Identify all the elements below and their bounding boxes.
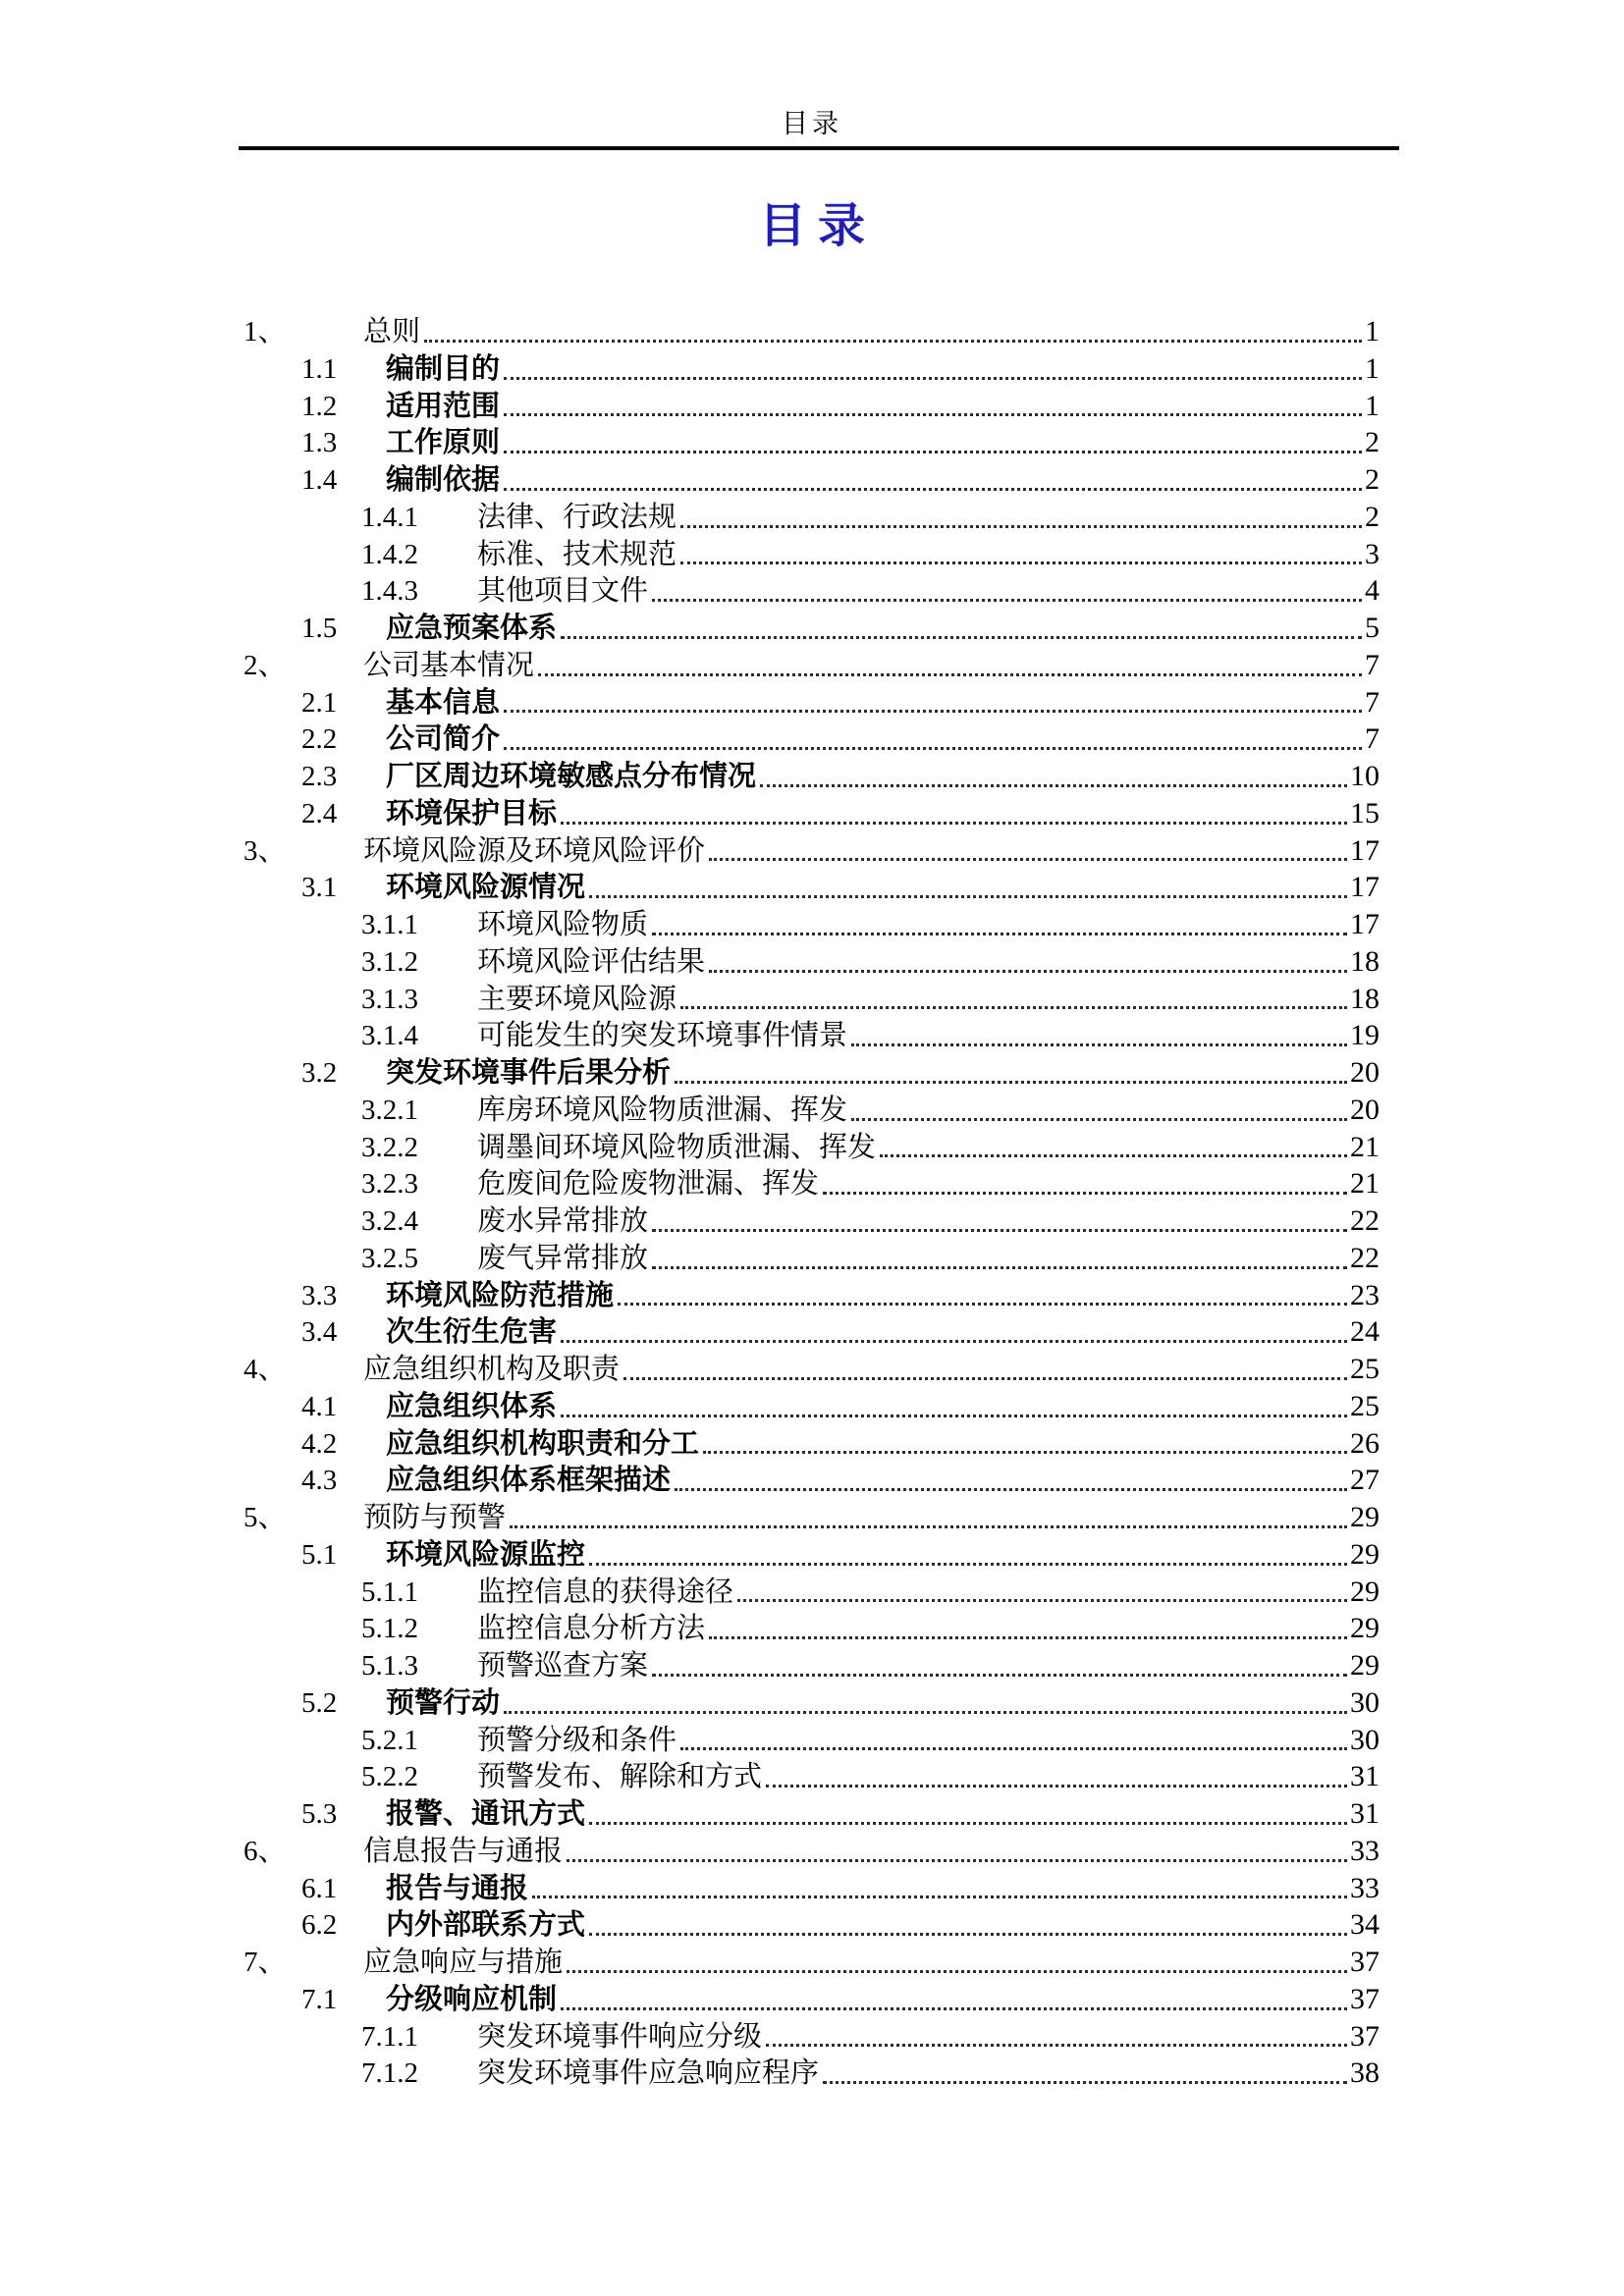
toc-entry <box>244 350 1380 388</box>
toc-entry-label: 环境风险源监控 <box>386 1538 586 1571</box>
toc-entry-label: 应急组织机构职责和分工 <box>386 1427 700 1460</box>
toc-entry-page: 20 <box>1350 1093 1380 1126</box>
toc-leader-dots <box>504 710 1362 713</box>
toc-entry-number: 2.1 <box>301 686 338 719</box>
toc-entry-label: 次生衍生危害 <box>386 1316 558 1349</box>
toc-entry-number: 3.1.3 <box>361 983 418 1015</box>
toc-leader-dots <box>851 1043 1347 1046</box>
toc-leader-dots <box>652 1229 1347 1232</box>
toc-entry-page: 21 <box>1350 1167 1380 1201</box>
toc-entry-page: 20 <box>1350 1056 1380 1089</box>
toc-entry-label: 应急响应与措施 <box>363 1947 564 1978</box>
toc-leader-dots <box>675 1081 1347 1084</box>
toc-leader-dots <box>737 1599 1347 1602</box>
toc-leader-dots <box>504 451 1362 454</box>
toc-entry-label: 编制目的 <box>386 352 501 385</box>
toc-entry <box>244 424 1380 461</box>
toc-entry-label: 可能发生的突发环境事件情景 <box>477 1020 848 1052</box>
toc-entry-number: 1.4.1 <box>361 501 418 533</box>
toc-leader-dots <box>766 1785 1347 1788</box>
toc-leader-dots <box>680 1006 1347 1009</box>
toc-entry-number: 2.3 <box>301 761 338 792</box>
toc-leader-dots <box>760 784 1347 787</box>
toc-entry-page: 37 <box>1350 1946 1380 1978</box>
toc-entry <box>244 981 1380 1018</box>
toc-entry-page: 37 <box>1350 2019 1380 2053</box>
toc-entry-number: 6.1 <box>301 1872 338 1904</box>
toc-entry-page: 18 <box>1350 944 1380 978</box>
toc-leader-dots <box>589 1822 1347 1825</box>
toc-entry <box>244 943 1380 981</box>
toc-entry-number: 3.2.4 <box>361 1205 418 1237</box>
toc-entry-label: 监控信息的获得途径 <box>477 1575 734 1608</box>
toc-leader-dots <box>567 1859 1347 1862</box>
toc-entry <box>244 1758 1380 1795</box>
toc-leader-dots <box>652 1266 1347 1269</box>
toc-entry-label: 总则 <box>363 316 421 347</box>
toc-entry-page: 7 <box>1365 722 1380 756</box>
toc-leader-dots <box>680 1747 1347 1750</box>
toc-entry-label: 工作原则 <box>386 427 501 459</box>
toc-entry-number: 5.3 <box>301 1798 338 1830</box>
toc-entry-label: 预警巡查方案 <box>477 1650 649 1682</box>
toc-leader-dots <box>561 822 1347 825</box>
toc-entry-number: 5.2.1 <box>361 1724 418 1756</box>
toc-entry <box>244 721 1380 758</box>
toc-entry-label: 调墨间环境风险物质泄漏、挥发 <box>477 1131 877 1163</box>
toc-entry-page: 33 <box>1350 1871 1380 1904</box>
toc-entry-page: 30 <box>1350 1685 1380 1719</box>
toc-entry-number: 2、 <box>244 649 287 681</box>
toc-entry-number: 4.3 <box>301 1465 338 1497</box>
toc-entry-number: 6.2 <box>301 1909 338 1942</box>
toc-entry-page: 2 <box>1365 500 1380 533</box>
toc-entry-page: 22 <box>1350 1241 1380 1274</box>
toc-entry-page: 10 <box>1350 760 1380 792</box>
toc-entry-page: 29 <box>1350 1537 1380 1571</box>
toc-entry-number: 5.1.1 <box>361 1575 418 1608</box>
toc-entry-label: 公司基本情况 <box>363 649 535 681</box>
toc-entry <box>244 1313 1380 1351</box>
toc-entry-number: 1.2 <box>301 390 338 422</box>
toc-leader-dots <box>680 561 1362 564</box>
toc-entry-label: 应急组织机构及职责 <box>363 1354 621 1385</box>
toc-leader-dots <box>652 599 1362 602</box>
toc-entry-label: 监控信息分析方法 <box>477 1613 706 1645</box>
toc-entry-page: 7 <box>1365 648 1380 681</box>
toc-entry-label: 环境风险源情况 <box>386 872 586 904</box>
toc-entry-number: 3.1 <box>301 872 338 904</box>
toc-leader-dots <box>623 1377 1347 1380</box>
toc-entry-number: 3.2.2 <box>361 1131 418 1163</box>
toc-entry-label: 报警、通讯方式 <box>386 1798 586 1830</box>
toc-entry-label: 其他项目文件 <box>477 575 649 608</box>
toc-leader-dots <box>504 747 1362 750</box>
toc-entry <box>244 1574 1380 1611</box>
toc-entry-page: 2 <box>1365 426 1380 459</box>
toc-entry <box>244 1129 1380 1166</box>
toc-entry-number: 7.1 <box>301 1983 338 2015</box>
toc-entry-label: 废气异常排放 <box>477 1242 649 1274</box>
toc-entry-label: 适用范围 <box>386 390 501 422</box>
toc-entry-number: 7.1.1 <box>361 2020 418 2053</box>
toc-leader-dots <box>652 933 1347 935</box>
toc-entry-label: 应急组织体系 <box>386 1390 558 1422</box>
toc-entry <box>244 1722 1380 1759</box>
toc-entry-page: 18 <box>1350 982 1380 1015</box>
toc-entry <box>244 1610 1380 1647</box>
toc-entry <box>244 461 1380 499</box>
toc-entry-number: 5.1 <box>301 1538 338 1571</box>
toc-entry <box>244 1054 1380 1092</box>
toc-entry-number: 3.1.1 <box>361 909 418 940</box>
toc-entry-page: 17 <box>1350 908 1380 940</box>
toc-list <box>0 313 1624 2092</box>
toc-entry <box>244 1981 1380 2018</box>
toc-entry-page: 34 <box>1350 1908 1380 1942</box>
toc-entry-page: 27 <box>1350 1464 1380 1497</box>
toc-entry-number: 3.1.4 <box>361 1020 418 1052</box>
toc-entry <box>244 1202 1380 1240</box>
toc-entry-page: 29 <box>1350 1575 1380 1608</box>
toc-entry-number: 1.4 <box>301 464 338 496</box>
toc-entry-label: 编制依据 <box>386 464 501 496</box>
toc-entry-label: 突发环境事件应急响应程序 <box>477 2057 820 2090</box>
toc-entry <box>244 2055 1380 2092</box>
toc-entry-label: 环境风险物质 <box>477 909 649 940</box>
toc-entry-page: 5 <box>1365 612 1380 644</box>
toc-entry <box>244 1277 1380 1314</box>
toc-leader-dots <box>675 1488 1347 1491</box>
toc-leader-dots <box>561 1415 1347 1417</box>
toc-entry <box>244 1425 1380 1463</box>
toc-entry <box>244 1647 1380 1684</box>
toc-entry-page: 2 <box>1365 463 1380 496</box>
page-header <box>0 0 1624 150</box>
toc-entry-label: 环境保护目标 <box>386 797 558 829</box>
toc-entry-number: 3.2.5 <box>361 1242 418 1274</box>
toc-entry-page: 15 <box>1350 796 1380 829</box>
toc-entry <box>244 1499 1380 1536</box>
toc-leader-dots <box>709 858 1347 861</box>
toc-entry <box>244 388 1380 425</box>
toc-leader-dots <box>709 1636 1347 1639</box>
toc-leader-dots <box>823 2081 1347 2084</box>
toc-leader-dots <box>589 1933 1347 1936</box>
toc-entry <box>244 499 1380 536</box>
toc-entry-page: 29 <box>1350 1612 1380 1645</box>
toc-entry <box>244 2018 1380 2056</box>
toc-entry-label: 预防与预警 <box>363 1502 507 1533</box>
toc-entry-page: 25 <box>1350 1353 1380 1385</box>
toc-entry-page: 1 <box>1365 315 1380 347</box>
toc-entry <box>244 1833 1380 1870</box>
toc-leader-dots <box>504 413 1362 416</box>
toc-entry-label: 公司简介 <box>386 723 501 756</box>
toc-entry-number: 1.4.2 <box>361 538 418 570</box>
toc-entry-number: 4.2 <box>301 1427 338 1460</box>
toc-entry-page: 26 <box>1350 1426 1380 1460</box>
toc-leader-dots <box>589 895 1347 898</box>
toc-entry-page: 1 <box>1365 351 1380 385</box>
toc-entry-label: 预警发布、解除和方式 <box>477 1761 763 1793</box>
toc-leader-dots <box>532 1896 1347 1898</box>
toc-entry <box>244 1017 1380 1054</box>
running-header-text: 目录 <box>782 109 842 138</box>
toc-entry <box>244 1462 1380 1499</box>
toc-entry <box>244 1388 1380 1425</box>
toc-entry <box>244 684 1380 721</box>
toc-entry-label: 突发环境事件后果分析 <box>386 1057 672 1089</box>
toc-entry-page: 4 <box>1365 574 1380 608</box>
toc-leader-dots <box>880 1154 1347 1157</box>
toc-leader-dots <box>618 1303 1347 1306</box>
toc-entry <box>244 906 1380 943</box>
toc-entry-page: 21 <box>1350 1130 1380 1163</box>
toc-entry-label: 库房环境风险物质泄漏、挥发 <box>477 1094 848 1126</box>
toc-entry-page: 3 <box>1365 537 1380 570</box>
toc-entry-number: 3.2 <box>301 1057 338 1089</box>
toc-entry-number: 3.2.1 <box>361 1094 418 1126</box>
toc-entry-number: 2.4 <box>301 797 338 829</box>
toc-entry-number: 5.1.2 <box>361 1613 418 1645</box>
toc-leader-dots <box>561 1340 1347 1343</box>
toc-entry-page: 22 <box>1350 1204 1380 1237</box>
toc-leader-dots <box>538 673 1362 676</box>
toc-entry-label: 突发环境事件响应分级 <box>477 2020 763 2053</box>
toc-entry-label: 信息报告与通报 <box>363 1835 564 1867</box>
toc-entry-number: 4、 <box>244 1354 287 1385</box>
toc-entry <box>244 313 1380 350</box>
toc-entry-label: 预警分级和条件 <box>477 1724 677 1756</box>
toc-leader-dots <box>851 1118 1347 1121</box>
toc-entry-label: 环境风险评估结果 <box>477 945 706 978</box>
toc-leader-dots <box>504 377 1362 380</box>
toc-entry <box>244 536 1380 573</box>
toc-entry-number: 5.2.2 <box>361 1761 418 1793</box>
toc-entry-number: 5、 <box>244 1502 287 1533</box>
toc-entry-label: 厂区周边环境敏感点分布情况 <box>386 761 757 792</box>
page-title: 目录 <box>758 200 877 252</box>
toc-entry-number: 5.2 <box>301 1686 338 1719</box>
toc-entry <box>244 1092 1380 1129</box>
toc-leader-dots <box>504 488 1362 491</box>
toc-entry-page: 24 <box>1350 1315 1380 1349</box>
toc-entry-number: 1.1 <box>301 352 338 385</box>
toc-leader-dots <box>510 1525 1347 1528</box>
toc-entry-number: 1.4.3 <box>361 575 418 608</box>
toc-entry-label: 应急预案体系 <box>386 613 558 644</box>
toc-leader-dots <box>561 2007 1347 2010</box>
toc-entry-page: 30 <box>1350 1723 1380 1756</box>
toc-entry-number: 3.3 <box>301 1279 338 1311</box>
toc-entry-page: 37 <box>1350 1982 1380 2015</box>
toc-leader-dots <box>652 1674 1347 1677</box>
toc-entry-number: 3、 <box>244 834 287 867</box>
toc-entry-page: 1 <box>1365 389 1380 422</box>
toc-entry-page: 29 <box>1350 1501 1380 1533</box>
toc-leader-dots <box>823 1192 1347 1195</box>
toc-leader-dots <box>709 970 1347 973</box>
toc-entry <box>244 1795 1380 1833</box>
toc-entry-page: 19 <box>1350 1019 1380 1052</box>
toc-entry <box>244 795 1380 832</box>
toc-entry <box>244 610 1380 647</box>
toc-entry <box>244 869 1380 906</box>
toc-entry <box>244 832 1380 870</box>
toc-entry-label: 基本信息 <box>386 686 501 719</box>
toc-entry-page: 29 <box>1350 1649 1380 1682</box>
toc-entry-page: 17 <box>1350 833 1380 867</box>
toc-entry-number: 4.1 <box>301 1390 338 1422</box>
toc-leader-dots <box>561 636 1362 639</box>
toc-entry-label: 应急组织体系框架描述 <box>386 1465 672 1497</box>
toc-entry <box>244 572 1380 610</box>
toc-entry-page: 17 <box>1350 871 1380 904</box>
toc-entry-number: 3.1.2 <box>361 945 418 978</box>
toc-leader-dots <box>567 1970 1347 1973</box>
toc-entry-number: 3.2.3 <box>361 1168 418 1201</box>
toc-entry <box>244 1165 1380 1202</box>
toc-entry-label: 危废间危险废物泄漏、挥发 <box>477 1168 820 1201</box>
toc-entry-label: 法律、行政法规 <box>477 501 677 533</box>
toc-entry <box>244 1351 1380 1388</box>
toc-entry-number: 7、 <box>244 1947 287 1978</box>
toc-entry-label: 标准、技术规范 <box>477 538 677 570</box>
toc-leader-dots <box>504 1711 1347 1714</box>
toc-entry-label: 分级响应机制 <box>386 1983 558 2015</box>
toc-entry-label: 报告与通报 <box>386 1872 529 1904</box>
toc-entry-page: 7 <box>1365 685 1380 719</box>
toc-leader-dots <box>680 525 1362 528</box>
toc-leader-dots <box>589 1563 1347 1566</box>
toc-entry-label: 环境风险防范措施 <box>386 1279 615 1311</box>
toc-entry <box>244 1944 1380 1981</box>
toc-entry-number: 5.1.3 <box>361 1650 418 1682</box>
toc-entry <box>244 1536 1380 1574</box>
toc-entry <box>244 758 1380 795</box>
toc-entry-page: 31 <box>1350 1797 1380 1830</box>
toc-entry <box>244 1906 1380 1944</box>
toc-entry <box>244 647 1380 684</box>
toc-entry-number: 1.3 <box>301 427 338 459</box>
toc-entry-number: 6、 <box>244 1835 287 1867</box>
toc-entry-label: 预警行动 <box>386 1686 501 1719</box>
toc-entry-label: 废水异常排放 <box>477 1205 649 1237</box>
toc-entry-page: 23 <box>1350 1278 1380 1311</box>
toc-entry <box>244 1684 1380 1722</box>
toc-entry-page: 25 <box>1350 1389 1380 1422</box>
toc-entry-number: 1、 <box>244 316 287 347</box>
toc-entry-number: 2.2 <box>301 723 338 756</box>
toc-entry-number: 7.1.2 <box>361 2057 418 2090</box>
toc-entry-number: 1.5 <box>301 613 338 644</box>
header-rule <box>239 146 1399 150</box>
toc-entry-page: 38 <box>1350 2056 1380 2090</box>
toc-entry-number: 3.4 <box>301 1316 338 1349</box>
toc-leader-dots <box>766 2044 1347 2047</box>
toc-leader-dots <box>424 340 1362 343</box>
toc-entry-page: 31 <box>1350 1760 1380 1793</box>
toc-entry-label: 环境风险源及环境风险评价 <box>363 834 706 867</box>
toc-entry <box>244 1870 1380 1907</box>
toc-entry <box>244 1240 1380 1277</box>
toc-leader-dots <box>703 1451 1347 1454</box>
toc-entry-page: 33 <box>1350 1834 1380 1867</box>
toc-entry-label: 内外部联系方式 <box>386 1909 586 1942</box>
toc-entry-label: 主要环境风险源 <box>477 983 677 1015</box>
